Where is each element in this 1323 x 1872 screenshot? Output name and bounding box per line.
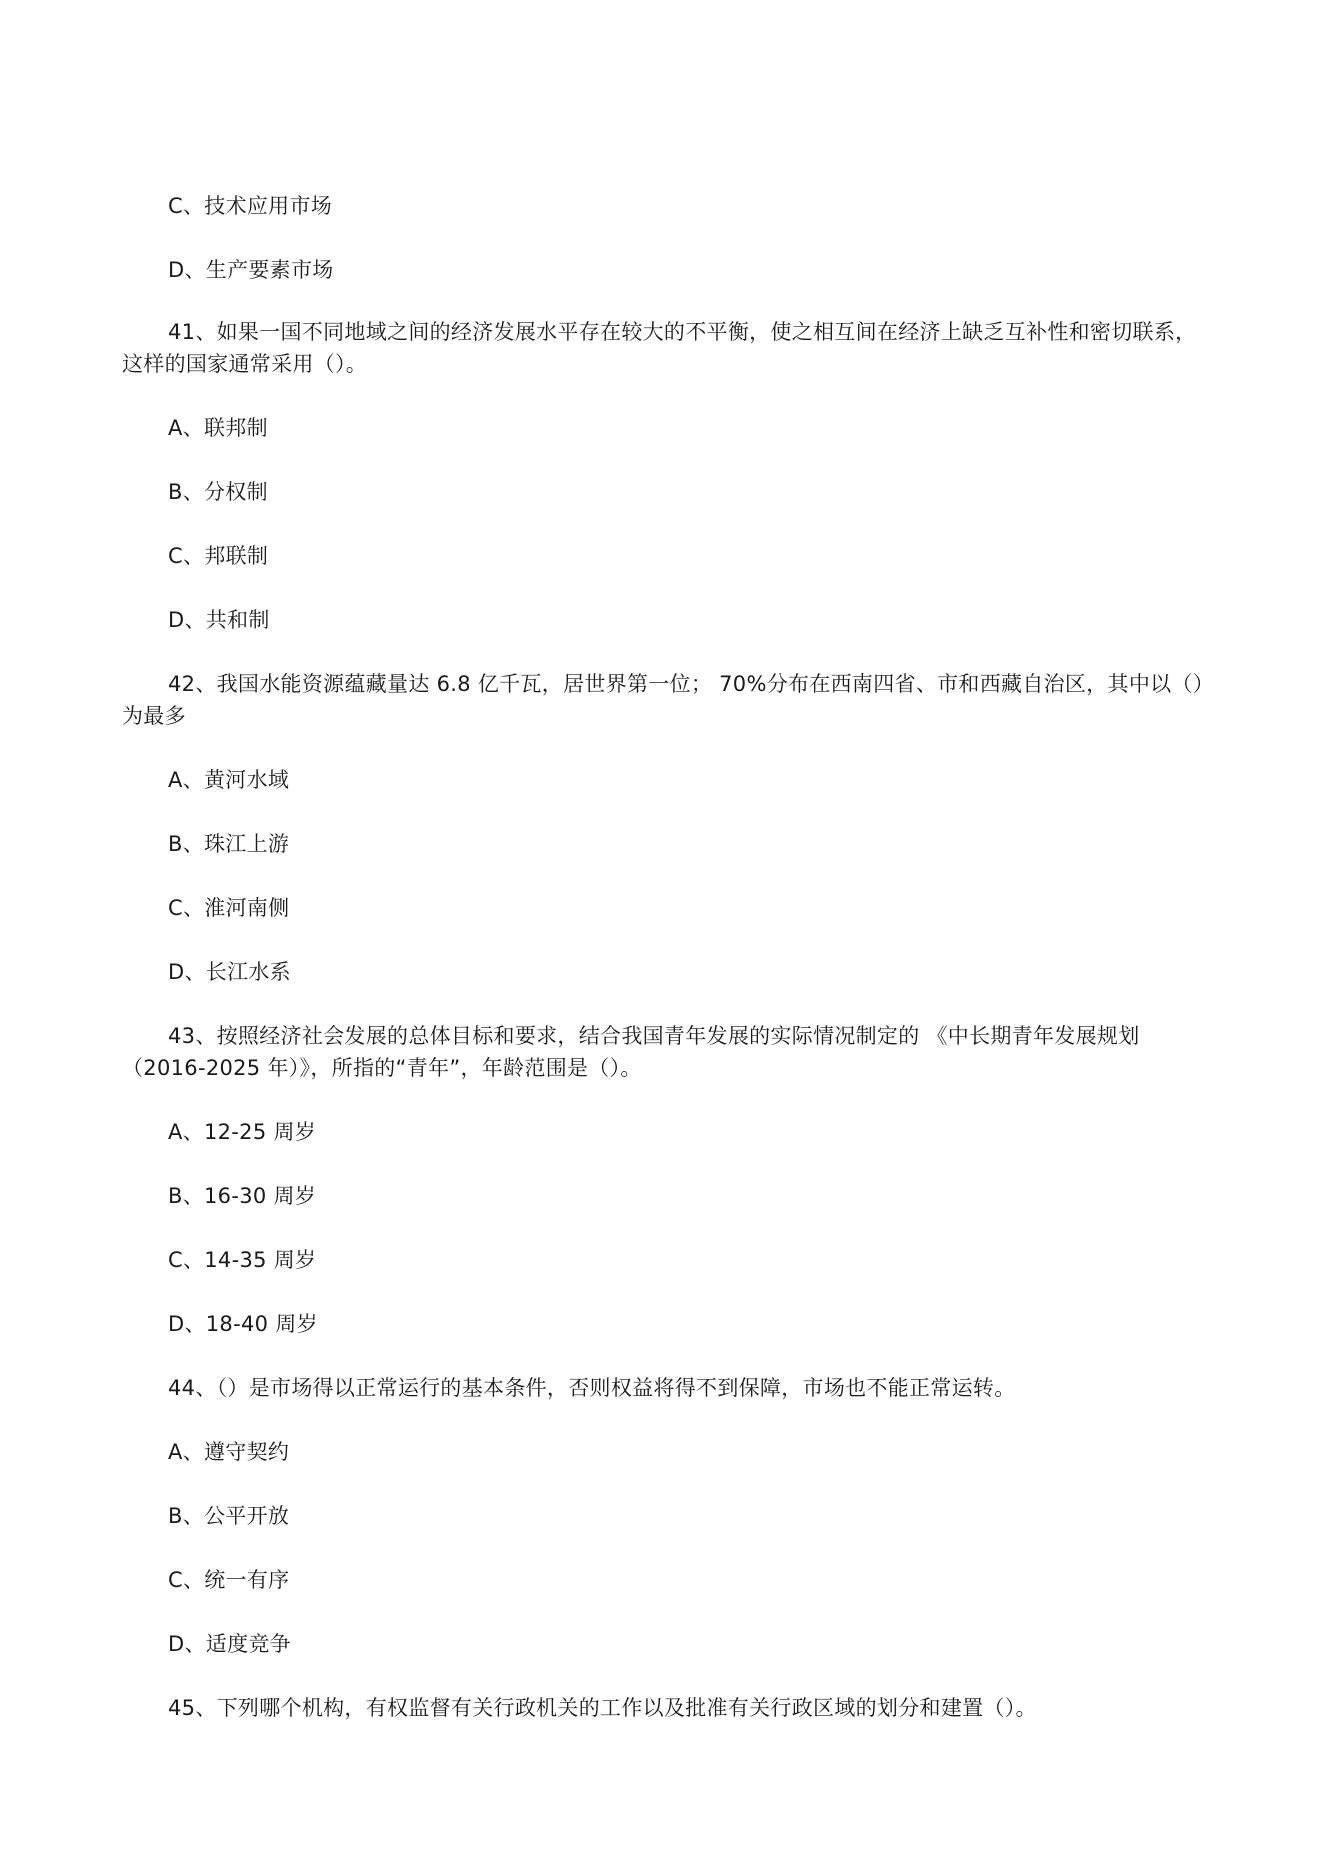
question-43: 43、按照经济社会发展的总体目标和要求，结合我国青年发展的实际情况制定的 《中长期青年发展规划（2016-2025 年）》，所指的“青年”，年龄范围是（）。 [122, 1024, 1140, 1080]
option-c: C、技术应用市场 [168, 194, 333, 218]
option-a: A、遵守契约 [168, 1440, 290, 1464]
option-d: D、18-40 周岁 [168, 1312, 318, 1336]
question-41: 41、如果一国不同地域之间的经济发展水平存在较大的不平衡，使之相互间在经济上缺乏互补性和密切联系，这样的国家通常采用（）。 [122, 320, 1197, 376]
option-c: C、邦联制 [168, 544, 269, 568]
question-45: 45、下列哪个机构，有权监督有关行政机关的工作以及批准有关行政区域的划分和建置（）。 [168, 1696, 1037, 1720]
option-a: A、联邦制 [168, 416, 268, 440]
option-a: A、黄河水域 [168, 768, 290, 792]
question-44: 44、（）是市场得以正常运行的基本条件，否则权益将得不到保障，市场也不能正常运转。 [168, 1376, 1016, 1400]
option-b: B、分权制 [168, 480, 268, 504]
option-d: D、生产要素市场 [168, 258, 334, 282]
option-d: D、长江水系 [168, 960, 291, 984]
option-d: D、共和制 [168, 608, 270, 632]
question-42: 42、我国水能资源蕴藏量达 6.8 亿千瓦，居世界第一位； 70%分布在西南四省、市和西藏自治区，其中以（）为最多 [122, 672, 1204, 728]
option-a: A、12-25 周岁 [168, 1120, 317, 1144]
option-c: C、统一有序 [168, 1568, 290, 1592]
option-b: B、16-30 周岁 [168, 1184, 317, 1208]
option-c: C、14-35 周岁 [168, 1248, 317, 1272]
option-b: B、珠江上游 [168, 832, 290, 856]
option-b: B、公平开放 [168, 1504, 290, 1528]
option-d: D、适度竞争 [168, 1632, 291, 1656]
option-c: C、淮河南侧 [168, 896, 290, 920]
